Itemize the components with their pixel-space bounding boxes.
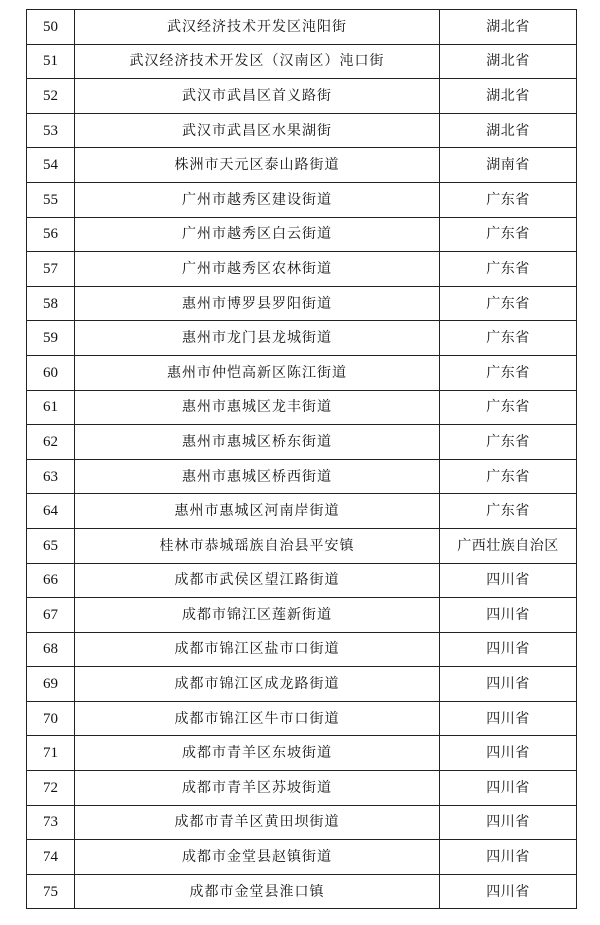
table-row (27, 44, 577, 79)
row-number-cell: 50 (27, 10, 75, 45)
table-row (27, 598, 577, 633)
province-cell: 四川省 (440, 598, 577, 633)
district-name-cell: 广州市越秀区农林街道 (75, 252, 440, 287)
province-cell: 四川省 (440, 736, 577, 771)
province-cell: 广东省 (440, 425, 577, 460)
row-number-cell: 51 (27, 44, 75, 79)
row-number-cell: 71 (27, 736, 75, 771)
table-row (27, 321, 577, 356)
row-number-cell: 68 (27, 632, 75, 667)
table-row (27, 840, 577, 875)
table-row (27, 79, 577, 114)
table-row (27, 252, 577, 287)
district-name-cell: 武汉经济技术开发区（汉南区）沌口街 (75, 44, 440, 79)
table-row (27, 632, 577, 667)
district-name-cell: 成都市锦江区莲新街道 (75, 598, 440, 633)
province-cell: 湖北省 (440, 44, 577, 79)
province-cell: 四川省 (440, 632, 577, 667)
district-name-cell: 桂林市恭城瑶族自治县平安镇 (75, 528, 440, 563)
row-number-cell: 53 (27, 113, 75, 148)
province-cell: 广东省 (440, 459, 577, 494)
row-number-cell: 54 (27, 148, 75, 183)
table-row (27, 390, 577, 425)
district-name-cell: 武汉经济技术开发区沌阳街 (75, 10, 440, 45)
table-row (27, 286, 577, 321)
row-number-cell: 62 (27, 425, 75, 460)
district-table (26, 9, 577, 909)
row-number-cell: 67 (27, 598, 75, 633)
district-name-cell: 武汉市武昌区首义路街 (75, 79, 440, 114)
row-number-cell: 74 (27, 840, 75, 875)
district-name-cell: 武汉市武昌区水果湖街 (75, 113, 440, 148)
district-name-cell: 成都市锦江区盐市口街道 (75, 632, 440, 667)
district-name-cell: 成都市青羊区东坡街道 (75, 736, 440, 771)
table-row (27, 528, 577, 563)
table-row (27, 736, 577, 771)
row-number-cell: 65 (27, 528, 75, 563)
province-cell: 四川省 (440, 805, 577, 840)
table-row (27, 563, 577, 598)
district-name-cell: 惠州市惠城区桥东街道 (75, 425, 440, 460)
row-number-cell: 66 (27, 563, 75, 598)
province-cell: 广东省 (440, 182, 577, 217)
province-cell: 湖北省 (440, 79, 577, 114)
district-name-cell: 广州市越秀区白云街道 (75, 217, 440, 252)
table-row (27, 113, 577, 148)
row-number-cell: 70 (27, 701, 75, 736)
province-cell: 广东省 (440, 390, 577, 425)
province-cell: 四川省 (440, 874, 577, 909)
province-cell: 四川省 (440, 701, 577, 736)
district-name-cell: 成都市金堂县赵镇街道 (75, 840, 440, 875)
table-body (27, 10, 577, 909)
table-row (27, 771, 577, 806)
table-row (27, 182, 577, 217)
row-number-cell: 59 (27, 321, 75, 356)
table-row (27, 874, 577, 909)
row-number-cell: 52 (27, 79, 75, 114)
table-row (27, 494, 577, 529)
province-cell: 广东省 (440, 217, 577, 252)
district-name-cell: 成都市武侯区望江路街道 (75, 563, 440, 598)
district-name-cell: 惠州市惠城区河南岸街道 (75, 494, 440, 529)
table-row (27, 10, 577, 45)
row-number-cell: 57 (27, 252, 75, 287)
district-name-cell: 惠州市龙门县龙城街道 (75, 321, 440, 356)
district-name-cell: 成都市青羊区苏坡街道 (75, 771, 440, 806)
row-number-cell: 73 (27, 805, 75, 840)
row-number-cell: 64 (27, 494, 75, 529)
table-row (27, 355, 577, 390)
district-name-cell: 惠州市博罗县罗阳街道 (75, 286, 440, 321)
row-number-cell: 56 (27, 217, 75, 252)
table-row (27, 701, 577, 736)
table-row (27, 148, 577, 183)
table-row (27, 459, 577, 494)
document-page (26, 9, 576, 909)
row-number-cell: 58 (27, 286, 75, 321)
district-name-cell: 惠州市惠城区桥西街道 (75, 459, 440, 494)
district-name-cell: 成都市锦江区牛市口街道 (75, 701, 440, 736)
district-name-cell: 惠州市仲恺高新区陈江街道 (75, 355, 440, 390)
province-cell: 广东省 (440, 494, 577, 529)
table-row (27, 217, 577, 252)
row-number-cell: 69 (27, 667, 75, 702)
table-row (27, 667, 577, 702)
province-cell: 广东省 (440, 355, 577, 390)
province-cell: 广西壮族自治区 (440, 528, 577, 563)
province-cell: 广东省 (440, 321, 577, 356)
province-cell: 湖北省 (440, 10, 577, 45)
table-row (27, 805, 577, 840)
table-row (27, 425, 577, 460)
row-number-cell: 61 (27, 390, 75, 425)
province-cell: 四川省 (440, 840, 577, 875)
row-number-cell: 60 (27, 355, 75, 390)
district-name-cell: 成都市青羊区黄田坝街道 (75, 805, 440, 840)
province-cell: 广东省 (440, 286, 577, 321)
row-number-cell: 63 (27, 459, 75, 494)
row-number-cell: 55 (27, 182, 75, 217)
row-number-cell: 75 (27, 874, 75, 909)
province-cell: 湖北省 (440, 113, 577, 148)
district-name-cell: 惠州市惠城区龙丰街道 (75, 390, 440, 425)
district-name-cell: 成都市金堂县淮口镇 (75, 874, 440, 909)
province-cell: 湖南省 (440, 148, 577, 183)
province-cell: 四川省 (440, 667, 577, 702)
province-cell: 四川省 (440, 563, 577, 598)
district-name-cell: 广州市越秀区建设街道 (75, 182, 440, 217)
row-number-cell: 72 (27, 771, 75, 806)
district-name-cell: 成都市锦江区成龙路街道 (75, 667, 440, 702)
province-cell: 广东省 (440, 252, 577, 287)
province-cell: 四川省 (440, 771, 577, 806)
district-name-cell: 株洲市天元区泰山路街道 (75, 148, 440, 183)
